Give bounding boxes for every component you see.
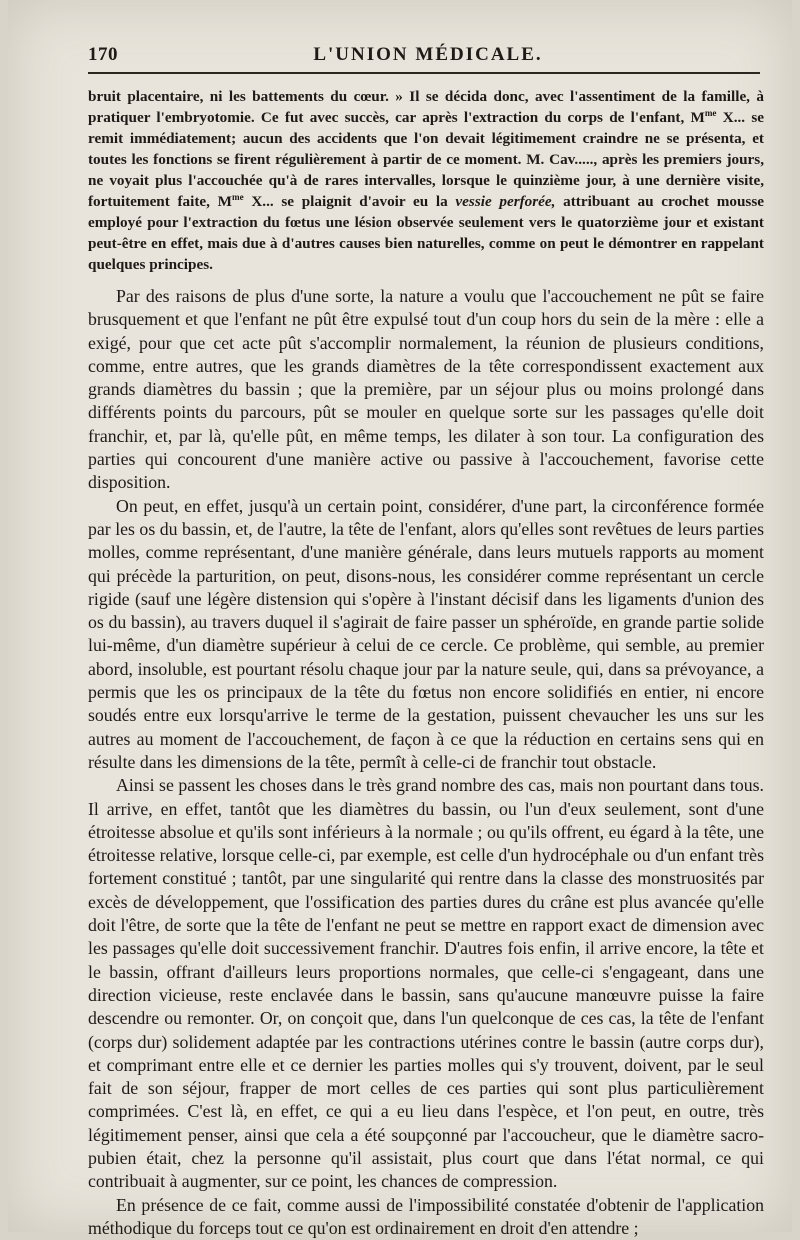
note-superscript: me bbox=[704, 107, 717, 118]
case-note-paragraph bbox=[88, 86, 764, 275]
page-number: 170 bbox=[88, 44, 118, 65]
body-paragraph: Par des raisons de plus d'une sorte, la nature a voulu que l'accouchement ne pût se faire brusquement et que l'enfant ne pût être expulsé tout d'un coup hors du sein de la mère : elle a exigé, pour que cet acte pût s'accomplir normalement, la réunion de plusieurs conditions, comme, entre autres, que les grands diamètres de la tête correspondissent exactement aux grands diamètres du bassin ; que la première, par un séjour plus ou moins prolongé dans différents points du parcours, pût se mouler en quelque sorte sur les passages qu'elle doit franchir, et, par là, qu'elle pût, en même temps, les dilater à son tour. La configuration des parties qui concourent d'une manière active ou passive à l'accouchement, favorise cette disposition. bbox=[88, 286, 764, 493]
note-text: X... se remit immédiatement; aucun des accidents que l'on devait légitimement craindre ne se présenta, et toutes les fonctions se firent régulièrement à partir de ce moment. M. Cav....., après les premiers jours, ne voyait plus l'accouchée qu'à de rares intervalles, lorsque le quinzième jour, à une dernière visite, fortuitement faite, M bbox=[88, 109, 764, 210]
journal-page bbox=[8, 0, 792, 1238]
article-body bbox=[88, 86, 764, 1240]
running-title: L'UNION MÉDICALE. bbox=[313, 44, 543, 65]
note-text: attribuant au crochet mousse employé pour l'extraction du fœtus une lésion observée seulement vers le quatorzième jour et existant peut-être en effet, mais due à d'autres causes bien naturelles, comme on peut le démontrer en rappelant quelques principes. bbox=[88, 193, 764, 273]
body-paragraph: En présence de ce fait, comme aussi de l'impossibilité constatée d'obtenir de l'application méthodique du forceps tout ce qu'on est ordinairement en droit d'en attendre ; bbox=[88, 1194, 764, 1238]
note-italic: vessie perforée, bbox=[455, 193, 556, 210]
note-superscript: me bbox=[232, 191, 244, 202]
body-paragraph: On peut, en effet, jusqu'à un certain point, considérer, d'une part, la circonférence formée par les os du bassin, et, de l'autre, la tête de l'enfant, alors qu'elles sont revêtues de leurs parties molles, comme représentant, d'une manière générale, dans leurs mutuels rapports au moment qui précède la parturition, on peut, disons-nous, les considérer comme représentant un cercle rigide (sauf une légère distension qui s'opère à l'instant décisif dans les ligaments d'union des os du bassin), au travers duquel il s'agirait de faire passer un sphéroïde, en grande partie solide lui-même, d'un diamètre supérieur à celui de ce cercle. Ce problème, qui semble, au premier abord, insoluble, est pourtant résolu chaque jour par la nature seule, qui, dans sa prévoyance, a permis que les os principaux de la tête du fœtus non encore solidifiés en entier, ni encore soudés entre eux lorsqu'arrive le terme de la gestation, puissent chevaucher les uns sur les autres au moment de l'accouchement, de façon à ce que la réduction en certains sens qui en résulte dans les dimensions de la tête, permît à celle-ci de franchir tout obstacle. bbox=[88, 495, 764, 772]
note-text: bruit placentaire, ni les battements du cœur. » Il se décida donc, avec l'assentiment de la famille, à pratiquer l'embryotomie. Ce fut avec succès, car après l'extraction du corps de l'enfant, M bbox=[88, 88, 764, 126]
header-rule bbox=[88, 72, 760, 74]
note-text: X... se plaignit d'avoir eu la bbox=[243, 193, 456, 210]
page-header bbox=[88, 40, 768, 70]
body-paragraph: Ainsi se passent les choses dans le très grand nombre des cas, mais non pourtant dans tous. Il arrive, en effet, tantôt que les diamètres du bassin, ou l'un d'eux seulement, sont d'une étroitesse absolue et qu'ils sont inférieurs à la normale ; ou qu'ils offrent, eu égard à la tête, une étroitesse relative, lorsque celle-ci, par exemple, est celle d'un hydrocéphale ou d'un enfant très fortement constitué ; tantôt, par une singularité qui rentre dans la classe des monstruosités par excès de développement, que l'ossification des parties dures du crâne est plus avancée qu'elle doit l'être, de sorte que la tête de l'enfant ne peut se mettre en rapport exact de dimension avec les passages qu'elle doit successivement franchir. D'autres fois enfin, il arrive encore, la tête et le bassin, offrant d'ailleurs leurs proportions normales, que celle-ci s'engageant, dans une direction vicieuse, reste enclavée dans le bassin, sans qu'aucune manœuvre puisse la faire descendre ou remonter. Or, on conçoit que, dans l'un quelconque de ces cas, la tête de l'enfant (corps dur) solidement adaptée par les contractions utérines contre le bassin (autre corps dur), et comprimant entre elle et ce dernier les parties molles qui s'y trouvent, doivent, par le seul fait de son séjour, frapper de mort celles de ces parties qui sont plus particulièrement comprimées. C'est là, en effet, ce qui a eu lieu dans l'espèce, et l'on peut, en outre, très légitimement penser, ainsi que cela a été soupçonné par l'accoucheur, que le diamètre sacro-pubien était, chez la personne qu'il assistait, plus court que dans l'état normal, ce qui contribuait à augmenter, sur ce point, les chances de compression. bbox=[88, 775, 764, 1192]
